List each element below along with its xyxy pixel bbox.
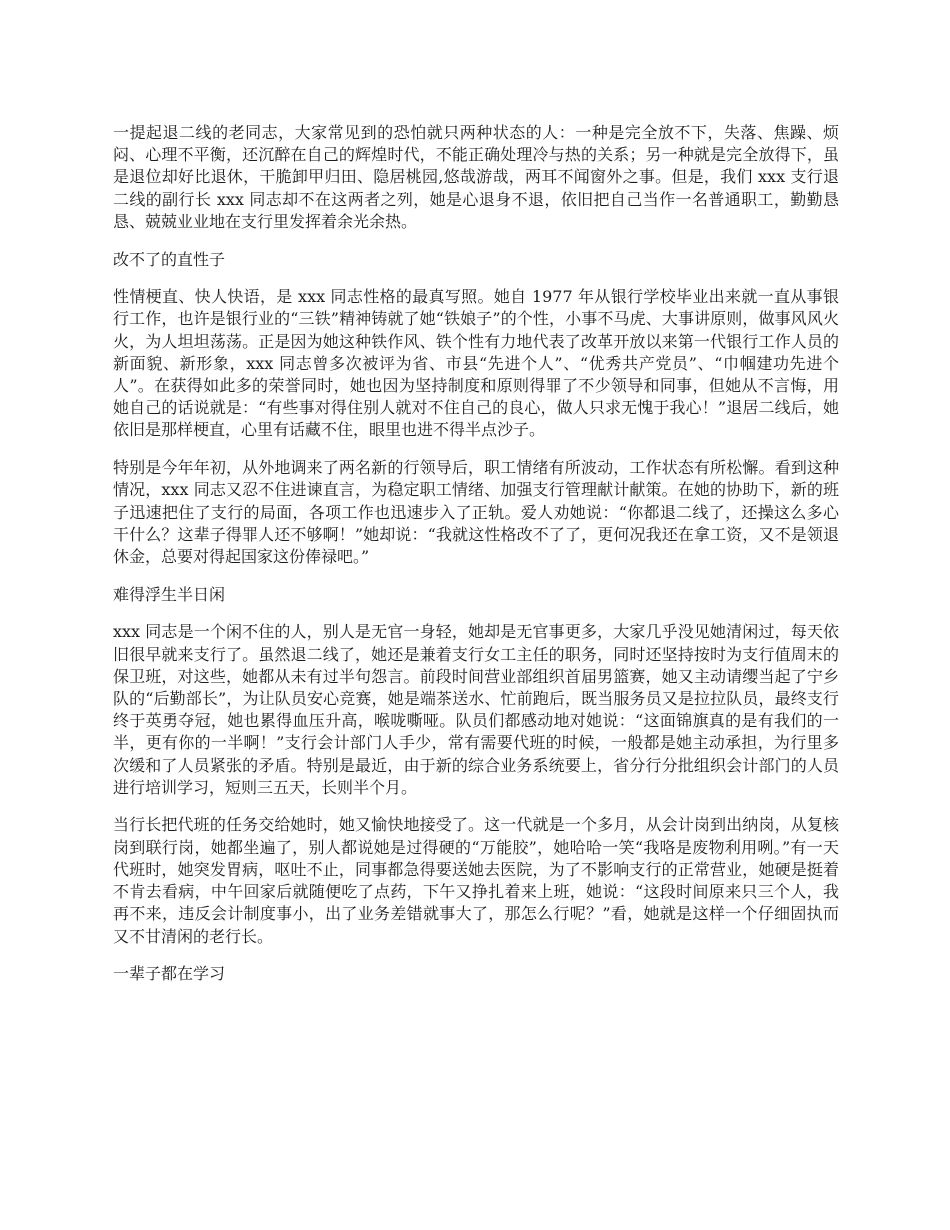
paragraph-substitute: 当行长把代班的任务交给她时，她又愉快地接受了。这一代就是一个多月，从会计岗到出纳岗，从复核岗到联行岗，她都坐遍了，别人都说她是过得硬的“万能胶”，她哈哈一笑“我咯是废物利用咧。”有一天代班时，她突发胃病，呕吐不止，同事都急得要送她去医院，为了不影响支行的正常营业，她硬是挺着不肯去看病，中午回家后就随便吃了点药，下午又挣扎着来上班，她说：“这段时间原来只三个人，我再不来，违反会计制度事小，出了业务差错就事大了，那怎么行呢？”看，她就是这样一个仔细固执而又不甘清闲的老行长。 (113, 815, 839, 946)
paragraph-intro: 一提起退二线的老同志，大家常见到的恐怕就只两种状态的人：一种是完全放不下，失落、焦躁、烦闷、心理不平衡，还沉醉在自己的辉煌时代，不能正确处理冷与热的关系；另一种就是完全放得下，虽是退位却好比退休，干脆卸甲归田、隐居桃园,悠哉游哉，两耳不闻窗外之事。但是，我们 xxx 支行退二线的副行长 xxx 同志却不在这两者之列，她是心退身不退，依旧把自己当作一名普通职工，勤勤恳恳、兢兢业业地在支行里发挥着余光余热。 (113, 123, 839, 231)
section-heading-straight-temper: 改不了的直性子 (113, 249, 226, 269)
paragraph-advice: 特别是今年年初，从外地调来了两名新的行领导后，职工情绪有所波动，工作状态有所松懈。看到这种情况，xxx 同志又忍不住进谏直言，为稳定职工情绪、加强支行管理献计献策。在她的协助下，新的班子迅速把住了支行的局面，各项工作也迅速步入了正轨。爱人劝她说：“你都退二线了，还操这么多心干什么？这辈子得罪人还不够啊！”她却说：“我就这性格改不了了，更何况我还在拿工资，又不是领退休金，总要对得起国家这份俸禄吧。” (113, 458, 839, 566)
paragraph-busy: xxx 同志是一个闲不住的人，别人是无官一身轻，她却是无官事更多，大家几乎没见她清闲过，每天依旧很早就来支行了。虽然退二线了，她还是兼着支行女工主任的职务，同时还坚持按时为支行值周末的保卫班，对这些，她都从未有过半句怨言。前段时间营业部组织首届男篮赛，她又主动请缨当起了宁乡队的“后勤部长”，为让队员安心竞赛，她是端茶送水、忙前跑后，既当服务员又是拉拉队员，最终支行终于英勇夺冠，她也累得血压升高，喉咙嘶哑。队员们都感动地对她说：“这面锦旗真的是有我们的一半，更有你的一半啊！”支行会计部门人手少，常有需要代班的时候，一般都是她主动承担，为行里多次缓和了人员紧张的矛盾。特别是最近，由于新的综合业务系统要上，省分行分批组织会计部门的人员进行培训学习，短则三五天，长则半个月。 (113, 622, 839, 797)
paragraph-personality: 性情梗直、快人快语，是 xxx 同志性格的最真写照。她自 1977 年从银行学校毕业出来就一直从事银行工作，也许是银行业的“三铁”精神铸就了她“铁娘子”的个性，小事不马虎、大事讲原则，做事风风火火，为人坦坦荡荡。正是因为她这种铁作风、铁个性有力地代表了改革开放以来第一代银行工作人员的新面貌、新形象，xxx 同志曾多次被评为省、市县“先进个人”、“优秀共产党员”、“巾帼建功先进个人”。在获得如此多的荣誉同时，她也因为坚持制度和原则得罪了不少领导和同事，但她从不言悔，用她自己的话说就是：“有些事对得住别人就对不住自己的良心，做人只求无愧于我心！”退居二线后，她依旧是那样梗直，心里有话藏不住，眼里也进不得半点沙子。 (113, 287, 839, 440)
section-heading-never-idle: 难得浮生半日闲 (113, 584, 226, 604)
document-page (113, 122, 839, 1001)
section-heading-lifelong-learning: 一辈子都在学习 (113, 964, 226, 984)
